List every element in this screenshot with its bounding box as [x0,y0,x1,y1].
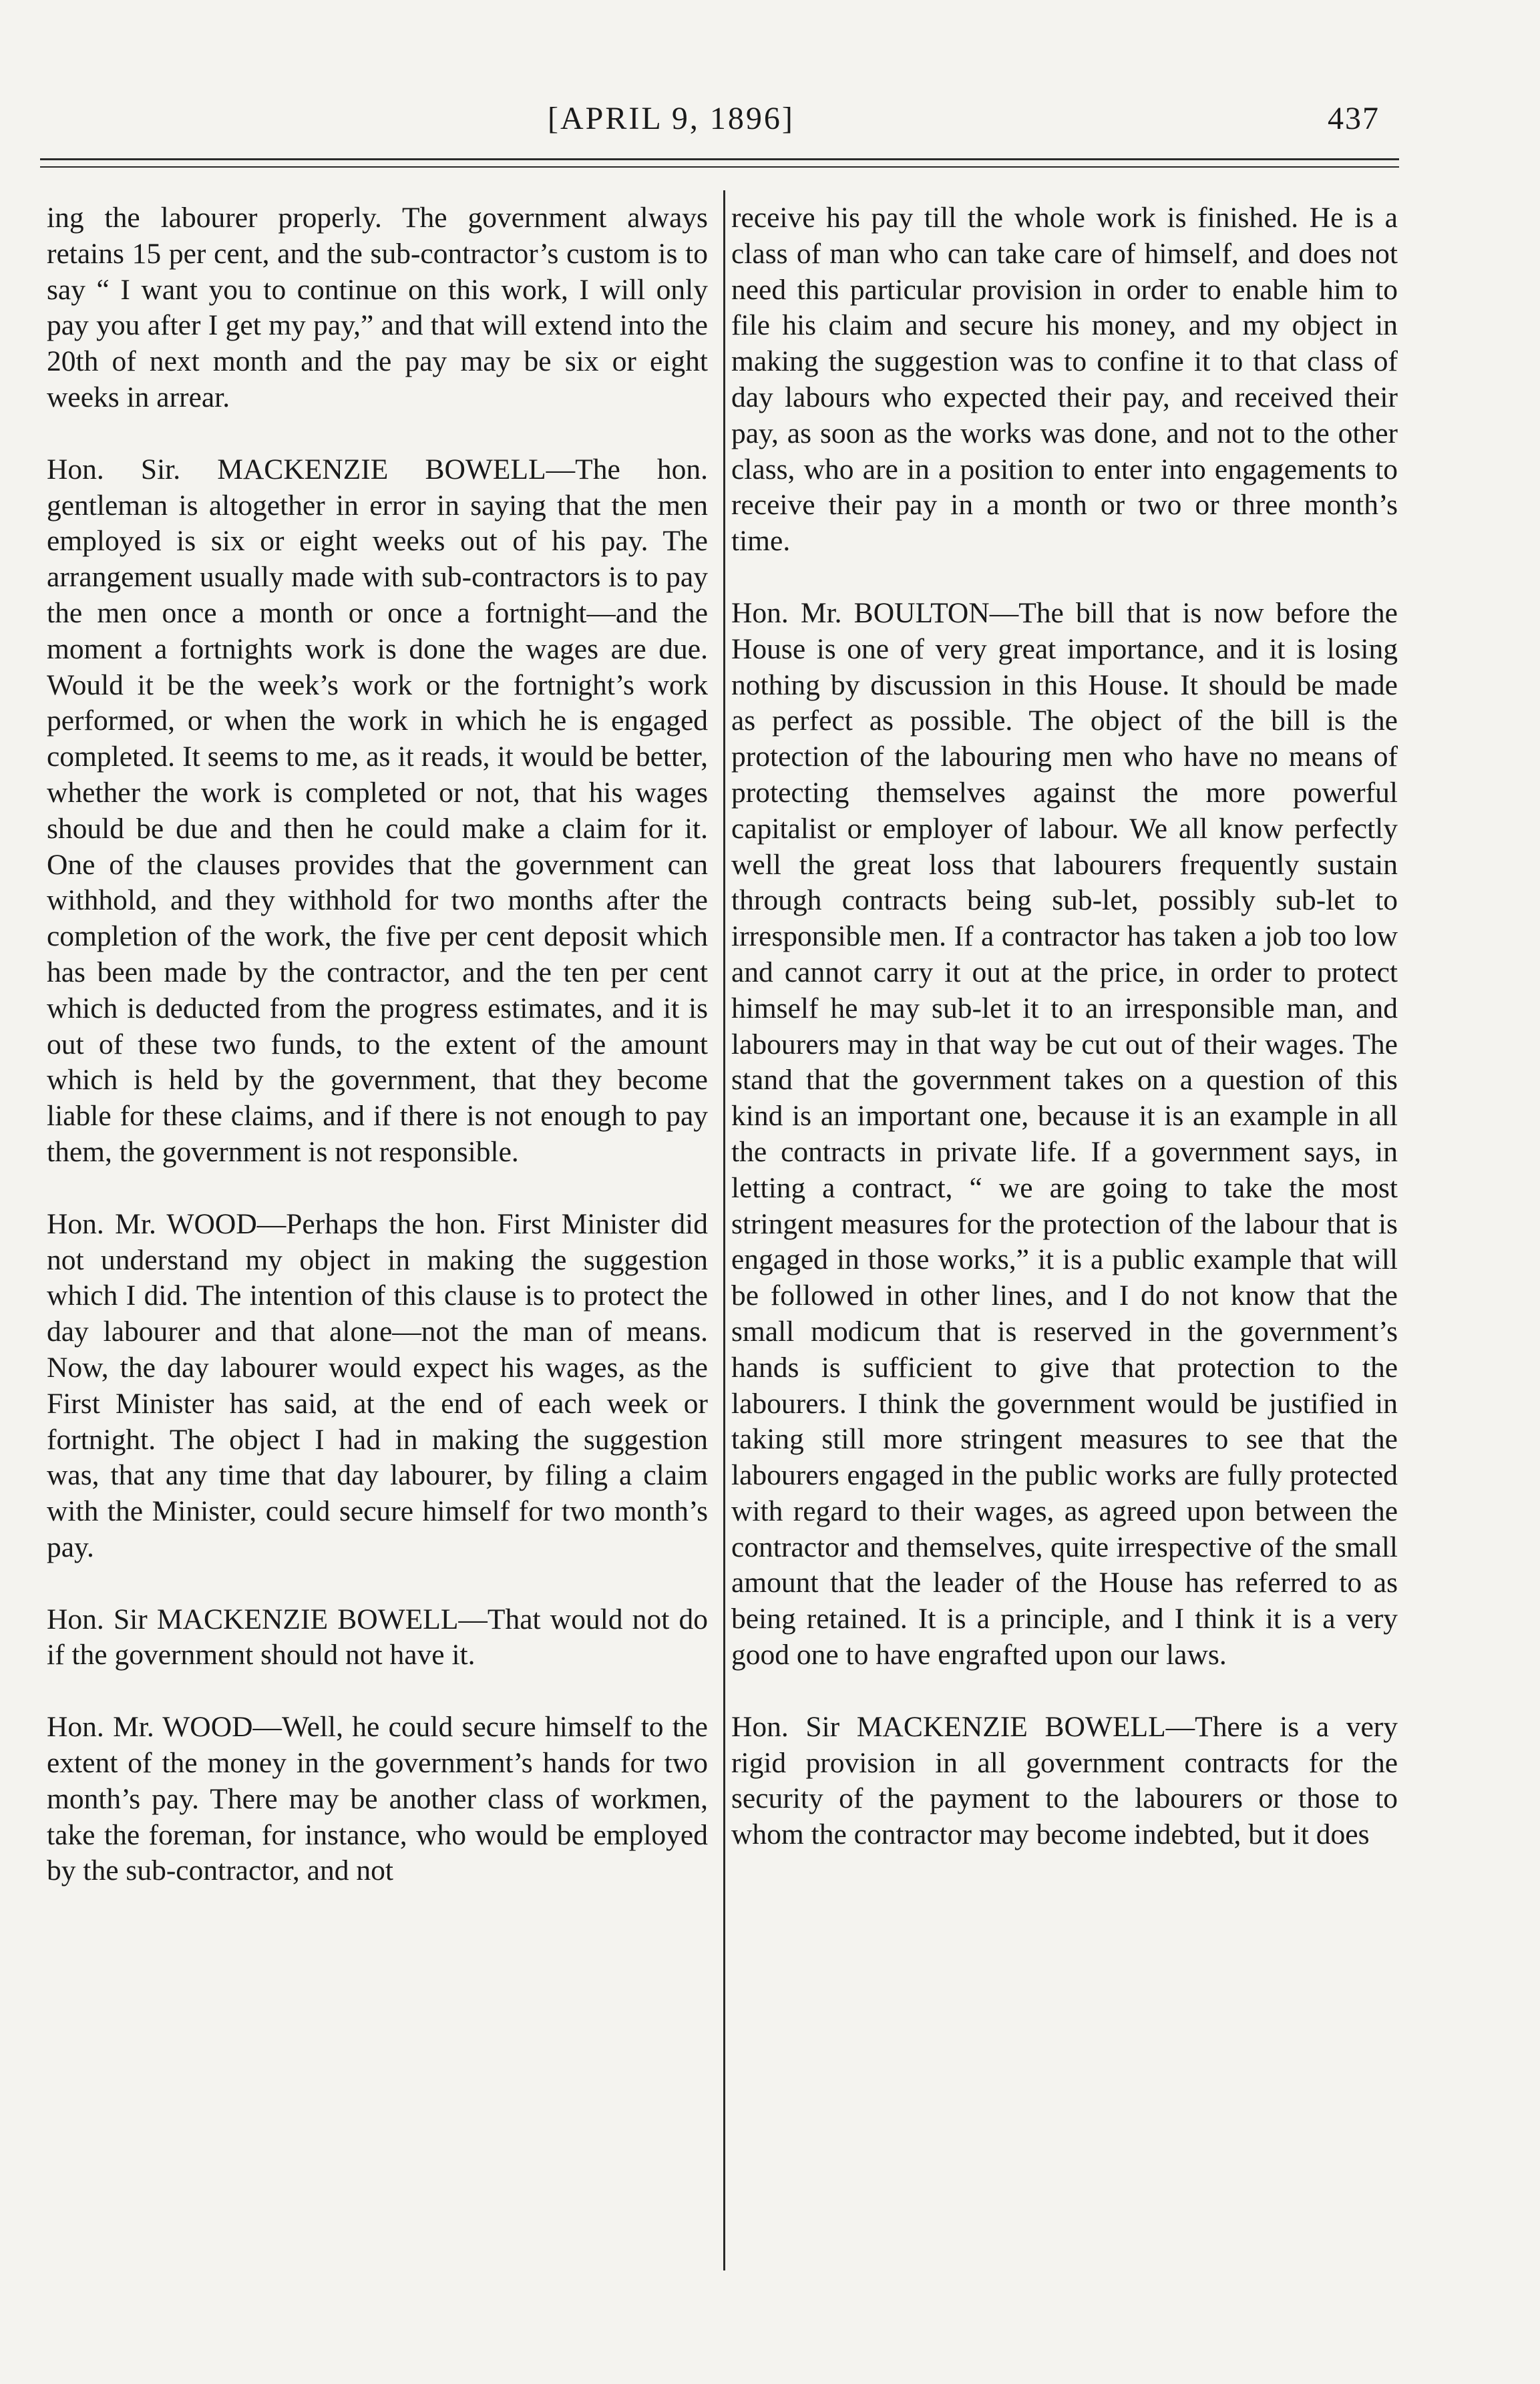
paragraph: Hon. Mr. BOULTON—The bill that is now before the House is one of very great importance, and it is losing nothing by discussion in this House. It should be made as perfect as possible. The object of the bill is the protection of the labouring men who have no means of protecting themselves against the more powerful capitalist or employer of labour. We all know perfectly well the great loss that labourers frequently sustain through contracts being sub-let, possibly sub-let to irresponsible men. If a contractor has taken a job too low and cannot carry it out at the price, in order to protect himself he may sub-let it to an irresponsible man, and labourers may in that way be cut out of their wages. The stand that the government takes on a question of this kind is an important one, because it is an example in all the contracts in private life. If a government says, in letting a contract, “ we are going to take the most stringent measures for the protection of the labour that is engaged in those works,” it is a public example that will be followed in other lines, and I do not know that the small modicum that is reserved in the government’s hands is sufficient to give that protection to the labourers. I think the government would be justified in taking still more stringent measures to see that the labourers engaged in the public works are fully protected with regard to their wages, as agreed upon between the contractor and themselves, quite irrespective of the small amount that the leader of the House has referred to as being retained. It is a principle, and I think it is a very good one to have engrafted upon our laws. [731,596,1398,1671]
paragraph: receive his pay till the whole work is finished. He is a class of man who can take care of himself, and does not need this particular provision in order to enable him to file his claim and secure his money, and my object in making the suggestion was to confine it to that class of day labours who expected their pay, and received their pay, as soon as the works was done, and not to the other class, who are in a position to enter into engagements to receive their pay in a month or two or three month’s time. [731,202,1398,558]
paragraph: Hon. Sir. MACKENZIE BOWELL—The hon. gentleman is altogether in error in saying that the men employed is six or eight weeks out of his pay. The arrangement usually made with sub-contractors is to pay the men once a month or once a fortnight—and the moment a fortnights work is done the wages are due. Would it be the week’s work or the fortnight’s work performed, or when the work in which he is engaged completed. It seems to me, as it reads, it would be better, whether the work is completed or not, that his wages should be due and then he could make a claim for it. One of the clauses provides that the government can withhold, and they withhold for two months after the completion of the work, the five per cent deposit which has been made by the contractor, and the ten per cent which is deducted from the progress estimates, and it is out of these two funds, to the extent of the amount which is held by the government, that they become liable for these claims, and if there is not enough to pay them, the government is not responsible. [47,453,708,1168]
paragraph: Hon. Mr. WOOD—Perhaps the hon. First Minister did not understand my object in making the suggestion which I did. The intention of this clause is to protect the day labourer and that alone—not the man of means. Now, the day labourer would expect his wages, as the First Minister has said, at the end of each week or fortnight. The object I had in making the suggestion was, that any time that day labourer, by filing a claim with the Minister, could secure himself for two month’s pay. [47,1207,708,1563]
page-number: 437 [1328,101,1380,136]
paragraph: Hon. Sir MACKENZIE BOWELL—There is a very rigid provision in all government contracts for the security of the payment to the labourers or those to whom the contractor may become indebted, but it does [731,1710,1398,1851]
running-header [0,100,1540,140]
paragraph: Hon. Sir MACKENZIE BOWELL—That would not do if the government should not have it. [47,1603,708,1671]
header-rule-bottom [40,166,1399,168]
left-column [47,200,708,1889]
column-divider [723,190,725,2270]
header-date: [APRIL 9, 1896] [548,101,795,136]
header-rule-top [40,158,1399,160]
right-column [731,200,1398,1853]
paragraph: ing the labourer properly. The government always retains 15 per cent, and the sub-contractor’s custom is to say “ I want you to continue on this work, I will only pay you after I get my pay,” and that will extend into the 20th of next month and the pay may be six or eight weeks in arrear. [47,202,708,413]
paragraph: Hon. Mr. WOOD—Well, he could secure himself to the extent of the money in the government’s hands for two month’s pay. There may be another class of workmen, take the foreman, for instance, who would be employed by the sub-contractor, and not [47,1711,708,1887]
